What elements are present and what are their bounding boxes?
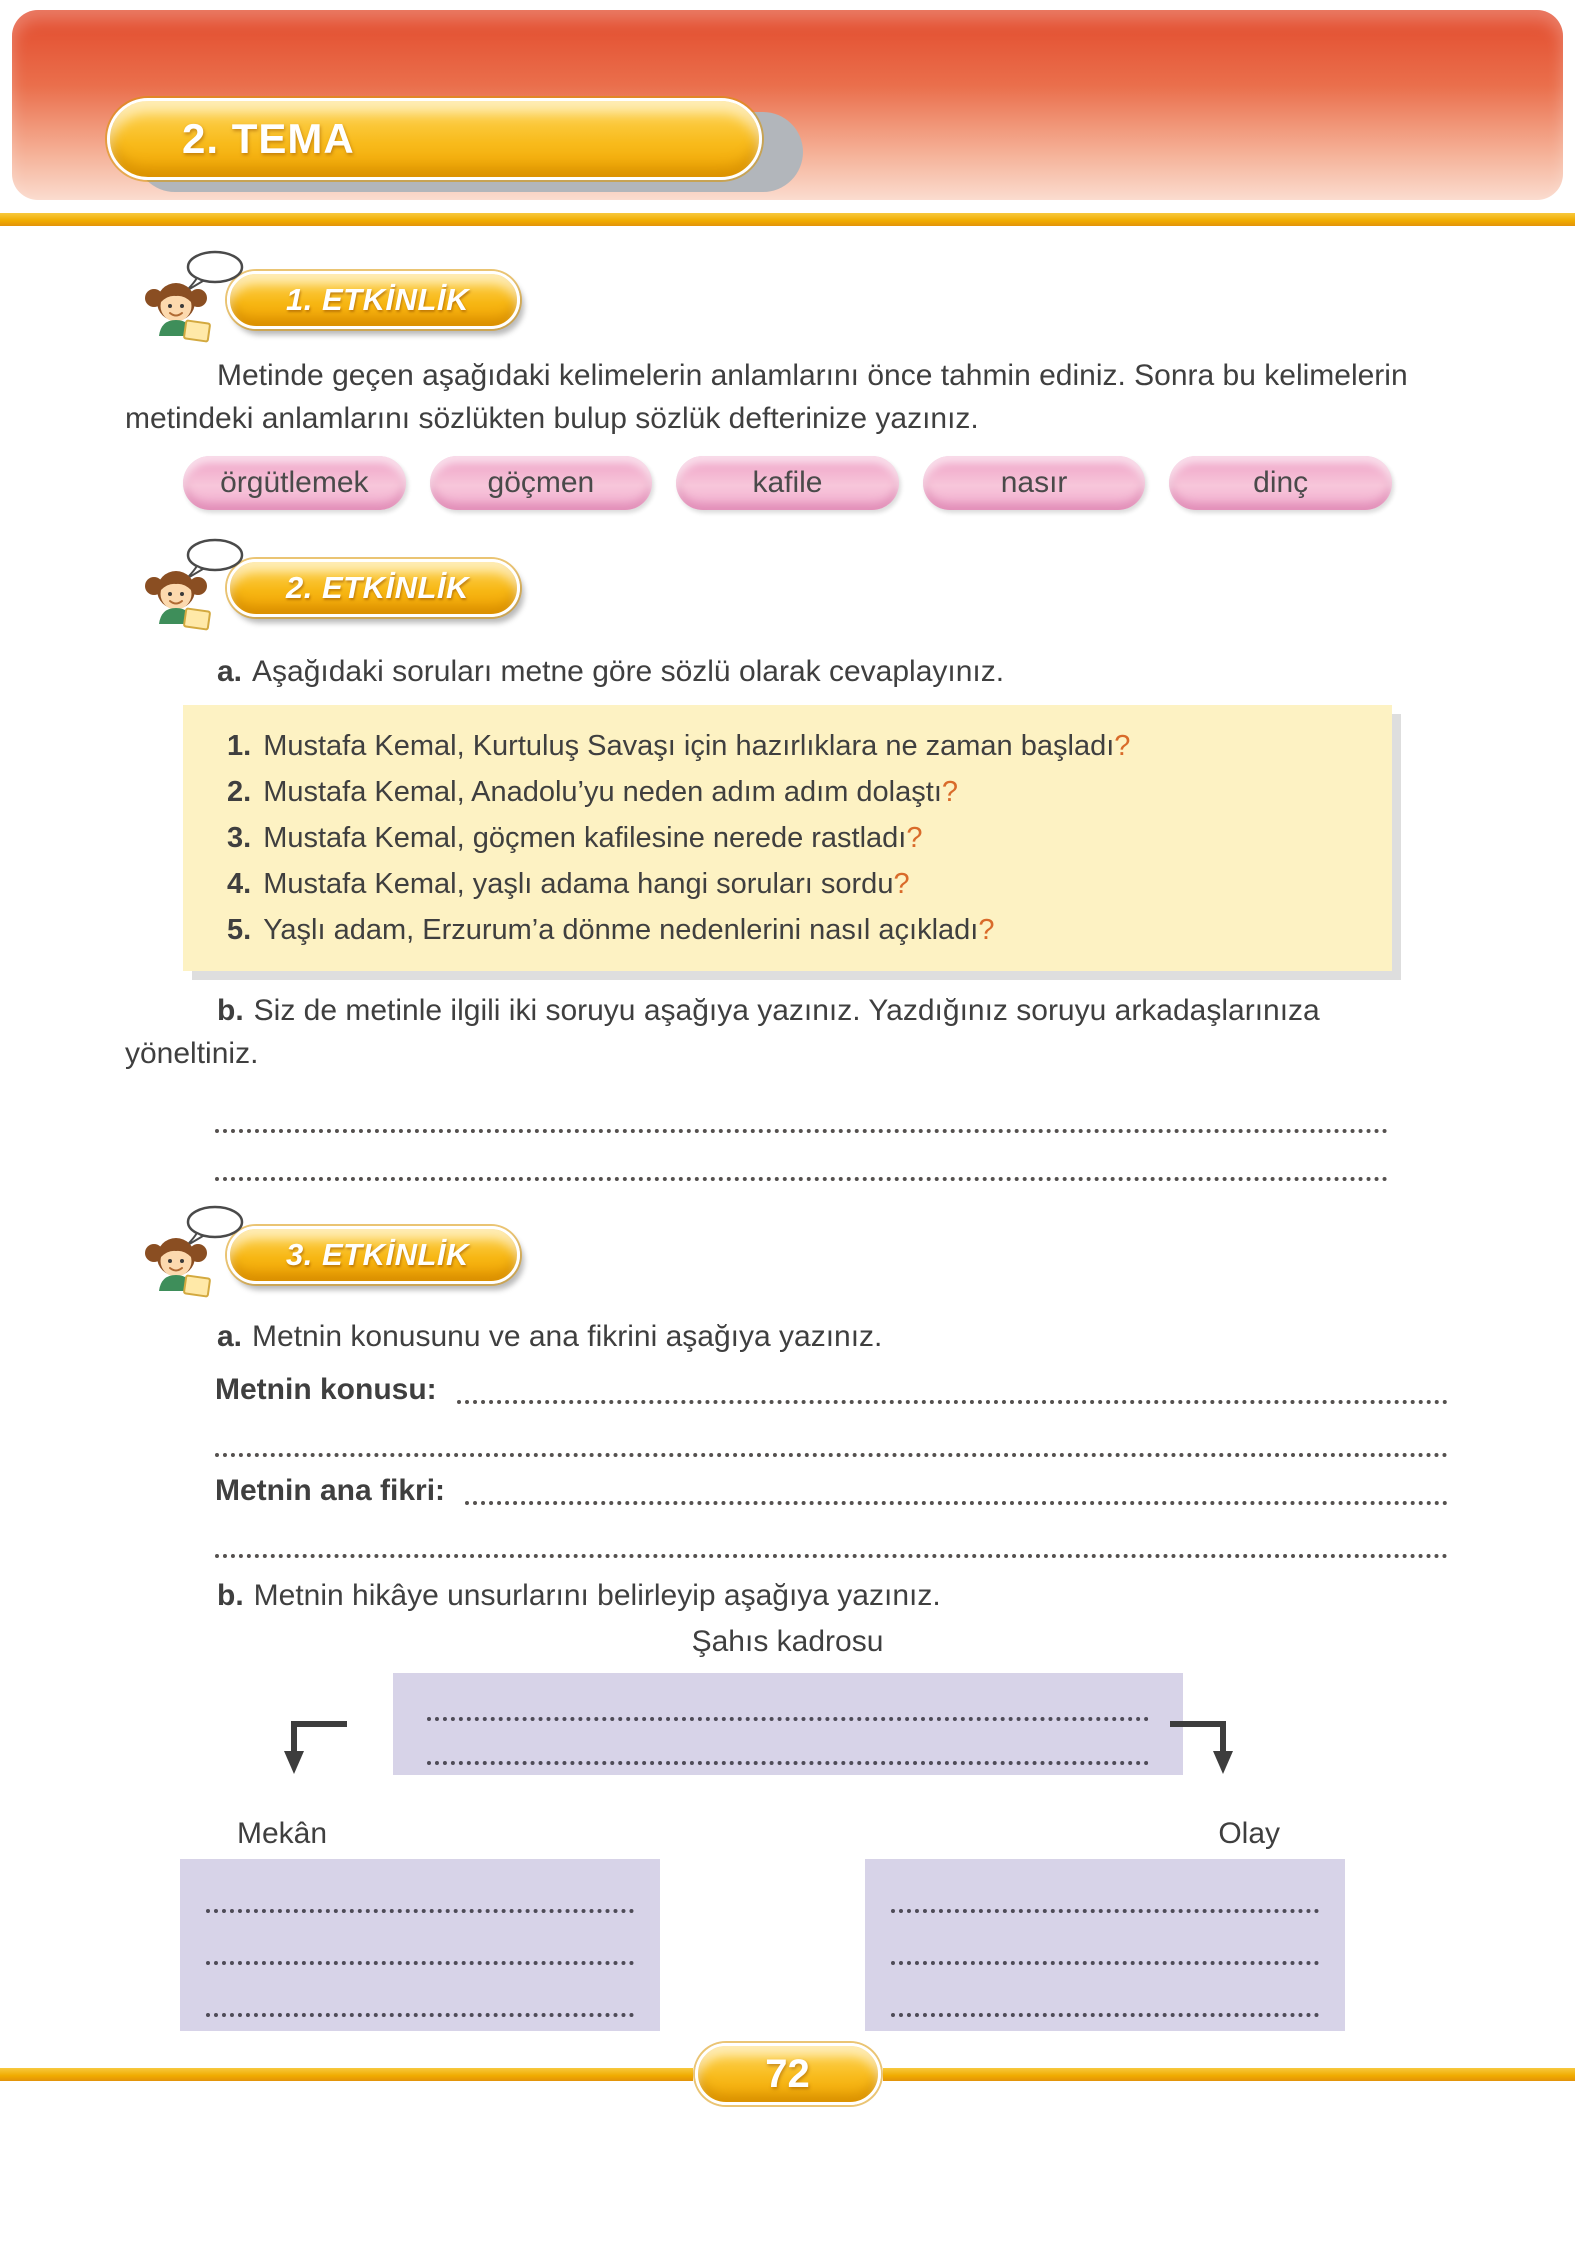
main-idea-line [215,1469,1450,1512]
question-text: Yaşlı adam, Erzurum’a dönme nedenlerini nasıl açıkladı [263,914,979,946]
girl-speech-bubble-icon [141,250,251,350]
dotted-answer-line [427,1721,1149,1765]
question-number: 2. [227,776,252,808]
question-mark: ? [941,776,959,808]
footer-rule-left [0,2068,693,2081]
question-number: 3. [227,822,252,854]
activity3-banner [227,1226,520,1284]
question-item [227,907,1368,953]
part-label: b. [217,1579,244,1612]
question-number: 4. [227,868,252,900]
dotted-answer-line [891,1965,1319,2017]
activity2-header [125,540,1450,636]
activity3-title: 3. ETKİNLİK [286,1237,469,1272]
activity3-part-b [125,1574,1450,1617]
activity1-header [125,252,1450,348]
place-label: Mekân [237,1817,328,1850]
word-pills-row [183,456,1392,510]
activity1-instruction: Metinde geçen aşağıdaki kelimelerin anlamlarını önce tahmin ediniz. Sonra bu kelimelerin metindeki anlamlarını sözlükten bulup sözlük defterinize yazınız. [125,359,1408,435]
dotted-answer-line [891,1861,1319,1913]
theme-title-pill [107,98,762,180]
activity1-title: 1. ETKİNLİK [286,282,469,317]
footer-rule-right [883,2068,1575,2081]
topic-line [215,1368,1450,1411]
part-text: Metnin konusunu ve ana fikrini aşağıya yazınız. [252,1320,883,1353]
word-pill: göçmen [430,456,653,510]
part-text: Aşağıdaki soruları metne göre sözlü olarak cevaplayınız. [252,655,1005,688]
page-number: 72 [765,2051,810,2096]
top-divider-rule [0,213,1575,226]
dotted-answer-line [215,1526,1448,1558]
dotted-answer-line [215,1147,1388,1181]
activity3-part-a [125,1315,1450,1358]
girl-speech-bubble-icon [141,538,251,638]
dotted-answer-line [427,1677,1149,1721]
question-number: 5. [227,914,252,946]
dotted-answer-line [215,1425,1448,1457]
part-text: Metnin hikâye unsurlarını belirleyip aşağıya yazınız. [253,1579,941,1612]
page-number-badge [695,2043,881,2105]
arrow-down-left-icon [277,1717,349,1784]
word-pill: örgütlemek [183,456,406,510]
question-number: 1. [227,730,252,762]
place-answer-box [180,1859,660,2031]
theme-title: 2. TEMA [182,115,355,162]
dotted-answer-line [215,1099,1388,1133]
word-pill: kafile [676,456,899,510]
dotted-answer-line [206,1861,634,1913]
question-item [227,815,1368,861]
activity2-part-a [125,650,1450,693]
activity2-title: 2. ETKİNLİK [286,570,469,605]
question-item [227,861,1368,907]
question-item [227,723,1368,769]
main-idea-label: Metnin ana fikri: [215,1474,446,1507]
part-text: Siz de metinle ilgili iki soruyu aşağıya yazınız. Yazdığınız soruyu arkadaşlarınıza yöneltiniz. [125,994,1320,1070]
characters-answer-box [393,1673,1183,1775]
activity3-header [125,1207,1450,1303]
word-pill: nasır [923,456,1146,510]
dotted-answer-line [206,1965,634,2017]
part-label: a. [217,1320,243,1353]
question-text: Mustafa Kemal, Kurtuluş Savaşı için hazırlıklara ne zaman başladı [263,730,1115,762]
question-mark: ? [906,822,923,854]
dotted-answer-line [891,1913,1319,1965]
dotted-answer-line [465,1475,1448,1505]
answer-lines [125,1099,1450,1181]
topic-label: Metnin konusu: [215,1373,437,1406]
questions-block [183,705,1392,971]
event-answer-box [865,1859,1345,2031]
question-mark: ? [893,868,910,900]
activity2-banner [227,559,520,617]
page-footer [0,2042,1575,2106]
question-text: Mustafa Kemal, Anadolu’yu neden adım adım dolaştı [263,776,942,808]
page-content [0,252,1575,2039]
girl-writing-icon [141,1205,251,1305]
theme-header-band [12,10,1563,200]
question-mark: ? [978,914,995,946]
event-label: Olay [1218,1817,1280,1850]
arrow-down-right-icon [1168,1717,1240,1784]
story-elements-diagram [125,1625,1450,2039]
part-label: a. [217,655,243,688]
word-pill: dinç [1169,456,1392,510]
part-label: b. [217,994,244,1027]
activity2-part-b [125,989,1450,1075]
question-text: Mustafa Kemal, göçmen kafilesine nerede rastladı [263,822,907,854]
question-item [227,769,1368,815]
characters-label: Şahıs kadrosu [691,1625,884,1658]
dotted-answer-line [206,1913,634,1965]
theme-title-banner [107,96,827,192]
question-mark: ? [1114,730,1131,762]
dotted-answer-line [457,1374,1448,1404]
activity1-banner [227,271,520,329]
question-text: Mustafa Kemal, yaşlı adama hangi soruları sordu [263,868,894,900]
